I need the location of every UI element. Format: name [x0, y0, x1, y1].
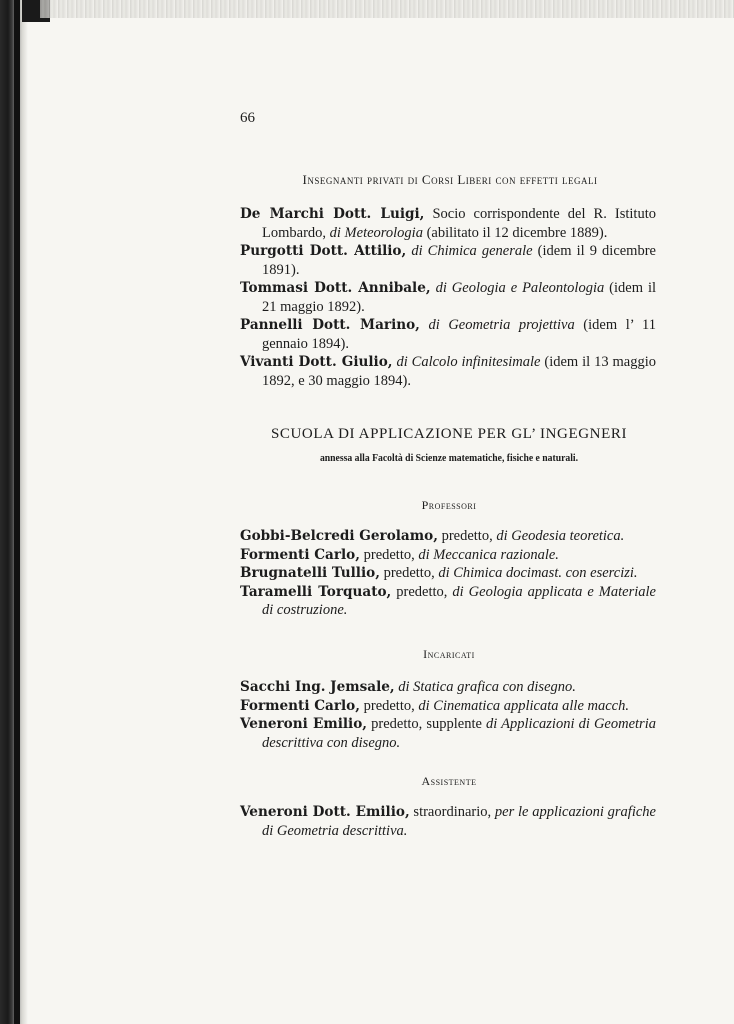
- entry-name: Gobbi-Belcredi Gerolamo,: [240, 528, 438, 544]
- section-title-docenti: Insegnanti privati di Corsi Liberi con effetti legali: [302, 172, 598, 187]
- list-item: [240, 546, 656, 565]
- list-item: [240, 564, 656, 583]
- entry-name: Vivanti Dott. Giulio,: [240, 354, 393, 370]
- entry-name: Tommasi Dott. Annibale,: [240, 280, 431, 296]
- list-item: [240, 353, 656, 390]
- list-item: [240, 279, 656, 316]
- school-title: SCUOLA DI APPLICAZIONE PER GL’ INGEGNERI: [270, 426, 628, 442]
- assistenti-list: [240, 803, 656, 840]
- entry-text: straordinario,: [409, 804, 495, 820]
- entry-text: predetto,: [359, 697, 419, 714]
- entry-text: predetto,: [391, 583, 453, 600]
- school-subtitle: annessa alla Facoltà di Scienze matematiche, fisiche e naturali.: [319, 452, 579, 464]
- entry-name: Purgotti Dott. Attilio,: [240, 243, 407, 259]
- entry-text: Socio corrispondente del R. Istituto Lombardo,: [262, 206, 656, 241]
- list-item: [240, 583, 656, 620]
- list-item: [240, 205, 656, 242]
- entry-text: predetto, supplente: [367, 716, 487, 732]
- entry-subject: di Chimica docimast. con esercizi.: [438, 565, 638, 581]
- list-item: [240, 715, 656, 752]
- list-item: [240, 678, 656, 697]
- entry-subject: di Meccanica razionale.: [418, 546, 559, 563]
- entry-text: predetto,: [379, 565, 439, 581]
- entry-subject: di Chimica generale: [411, 243, 533, 259]
- entry-note: (idem il 13 maggio 1892, e 30 maggio 1894).: [262, 354, 657, 389]
- list-item: [240, 527, 656, 546]
- docenti-list: [240, 205, 656, 390]
- entry-subject: di Statica grafica con disegno.: [398, 679, 576, 695]
- entry-name: Formenti Carlo,: [240, 697, 360, 714]
- professori-list: [240, 527, 656, 620]
- assistente-heading: Assistente: [421, 774, 477, 788]
- entry-subject: di Calcolo infinitesimale: [396, 354, 541, 370]
- entry-name: Veneroni Emilio,: [240, 716, 368, 732]
- entry-subject: di Applicazioni di Geometria descrittiva con disegno.: [262, 716, 656, 751]
- list-item: [240, 316, 656, 353]
- entry-note: (abilitato il 12 dicembre 1889).: [422, 224, 608, 241]
- entry-subject: di Geometria projettiva: [428, 317, 575, 333]
- entry-subject: per le applicazioni grafiche di Geometria descrittiva.: [262, 804, 656, 839]
- entry-note: (idem il 9 dicembre 1891).: [262, 243, 656, 278]
- entry-name: Taramelli Torquato,: [240, 583, 392, 600]
- incaricati-list: [240, 678, 656, 752]
- entry-subject: di Geodesia teoretica.: [496, 528, 625, 544]
- list-item: [240, 697, 656, 716]
- entry-text: predetto,: [437, 528, 497, 544]
- entry-subject: di Geologia e Paleontologia: [435, 280, 605, 296]
- entry-name: Pannelli Dott. Marino,: [240, 317, 420, 333]
- entry-text: predetto,: [359, 546, 419, 563]
- entry-name: Formenti Carlo,: [240, 546, 360, 563]
- page-number: 66: [240, 110, 255, 126]
- entry-subject: di Cinematica applicata alle macch.: [418, 697, 629, 714]
- entry-name: Brugnatelli Tullio,: [240, 565, 380, 581]
- list-item: [240, 803, 656, 840]
- entry-name: Sacchi Ing. Jemsale,: [240, 679, 395, 695]
- entry-subject: di Geologia applicata e Materiale di costruzione.: [262, 583, 656, 618]
- entry-note: (idem l’ 11 gennaio 1894).: [262, 317, 656, 352]
- entry-note: (idem il 21 maggio 1892).: [262, 280, 656, 315]
- incaricati-heading: Incaricati: [423, 647, 475, 661]
- entry-subject: di Meteorologia: [329, 224, 423, 241]
- professori-heading: Professori: [421, 498, 477, 512]
- entry-name: De Marchi Dott. Luigi,: [240, 206, 425, 222]
- list-item: [240, 242, 656, 279]
- entry-name: Veneroni Dott. Emilio,: [240, 804, 410, 820]
